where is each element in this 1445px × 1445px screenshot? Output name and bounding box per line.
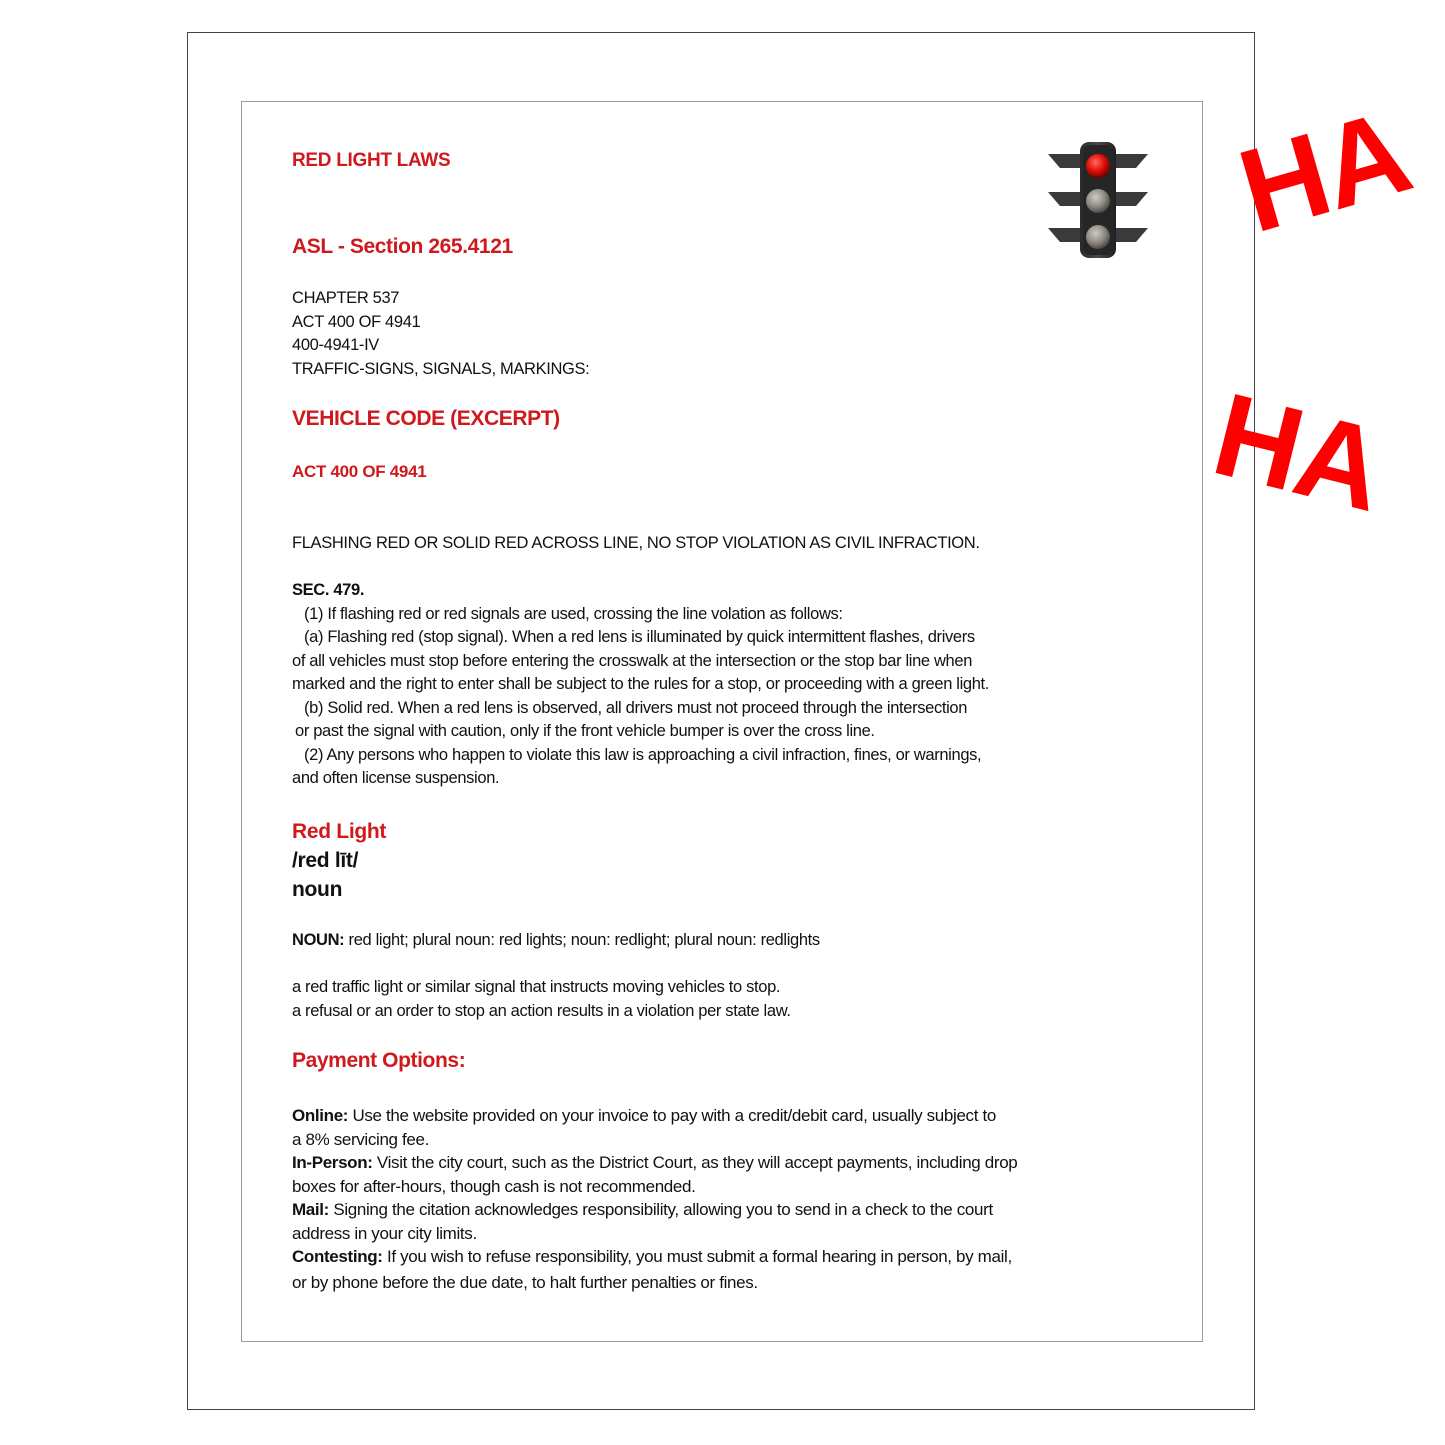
section-heading: ASL - Section 265.4121 [292,235,513,258]
payment-mail: Mail: Signing the citation acknowledges responsibility, allowing you to send in a check to the court [292,1200,993,1219]
section-479-line: (2) Any persons who happen to violate this law is approaching a civil infraction, fines, or warnings, [304,745,982,764]
chapter-line: 400-4941-IV [292,336,379,354]
ha-overlay-top: HA [1226,85,1423,259]
definition-meanings [292,976,791,1023]
payment-contesting-cont: or by phone before the due date, to halt further penalties or fines. [292,1272,758,1292]
act-subheading: ACT 400 OF 4941 [292,462,427,481]
noun-forms-text: red light; plural noun: red lights; noun: redlight; plural noun: redlights [344,931,820,949]
section-479-line: (a) Flashing red (stop signal). When a red lens is illuminated by quick intermittent flashes, drivers [304,628,975,646]
section-479-label: SEC. 479. [292,581,365,599]
document-title: RED LIGHT LAWS [292,150,451,171]
noun-forms [292,929,820,953]
definition-part-of-speech: noun [292,878,343,901]
section-479-line: marked and the right to enter shall be subject to the rules for a stop, or proceeding with a green light. [292,675,990,693]
payment-options [292,1104,1017,1294]
payment-in-person: In-Person: Visit the city court, such as the District Court, as they will accept payments, including drop [292,1153,1018,1172]
chapter-block [292,287,589,381]
noun-label: NOUN: [292,931,345,949]
traffic-light-icon [1046,140,1150,260]
meaning-line: a refusal or an order to stop an action results in a violation per state law. [292,1001,791,1020]
section-479-line: (b) Solid red. When a red lens is observed, all drivers must not proceed through the intersection [304,698,968,717]
meaning-line: a red traffic light or similar signal that instructs moving vehicles to stop. [292,978,781,996]
payment-online: Online: Use the website provided on your invoice to pay with a credit/debit card, usually subject to [292,1106,996,1125]
payment-online-cont: a 8% servicing fee. [292,1129,429,1149]
section-479-line: (1) If flashing red or red signals are used, crossing the line volation as follows: [304,604,843,623]
chapter-line: ACT 400 OF 4941 [292,312,421,331]
chapter-line: TRAFFIC-SIGNS, SIGNALS, MARKINGS: [292,359,590,378]
payment-contesting: Contesting: If you wish to refuse responsibility, you must submit a formal hearing in person, by mail, [292,1247,1012,1266]
document-frame [241,101,1203,1342]
definition-term: Red Light [292,820,387,843]
payment-heading: Payment Options: [292,1049,466,1072]
payment-mail-cont: address in your city limits. [292,1223,477,1243]
ha-overlay-bottom: HA [1201,368,1396,537]
definition-pronunciation: /red līt/ [292,849,359,872]
chapter-line: CHAPTER 537 [292,289,400,307]
section-479-line: and often license suspension. [292,769,500,787]
violation-summary-text: FLASHING RED OR SOLID RED ACROSS LINE, NO STOP VIOLATION AS CIVIL INFRACTION. [292,534,980,552]
section-479 [292,579,989,791]
payment-in-person-cont: boxes for after-hours, though cash is not recommended. [292,1176,696,1196]
section-479-line: or past the signal with caution, only if the front vehicle bumper is over the cross line. [295,722,875,740]
violation-summary [292,532,980,556]
section-479-line: of all vehicles must stop before entering the crosswalk at the intersection or the stop bar line when [292,651,973,670]
definition-block [292,817,386,904]
vehicle-code-heading: VEHICLE CODE (EXCERPT) [292,407,560,430]
